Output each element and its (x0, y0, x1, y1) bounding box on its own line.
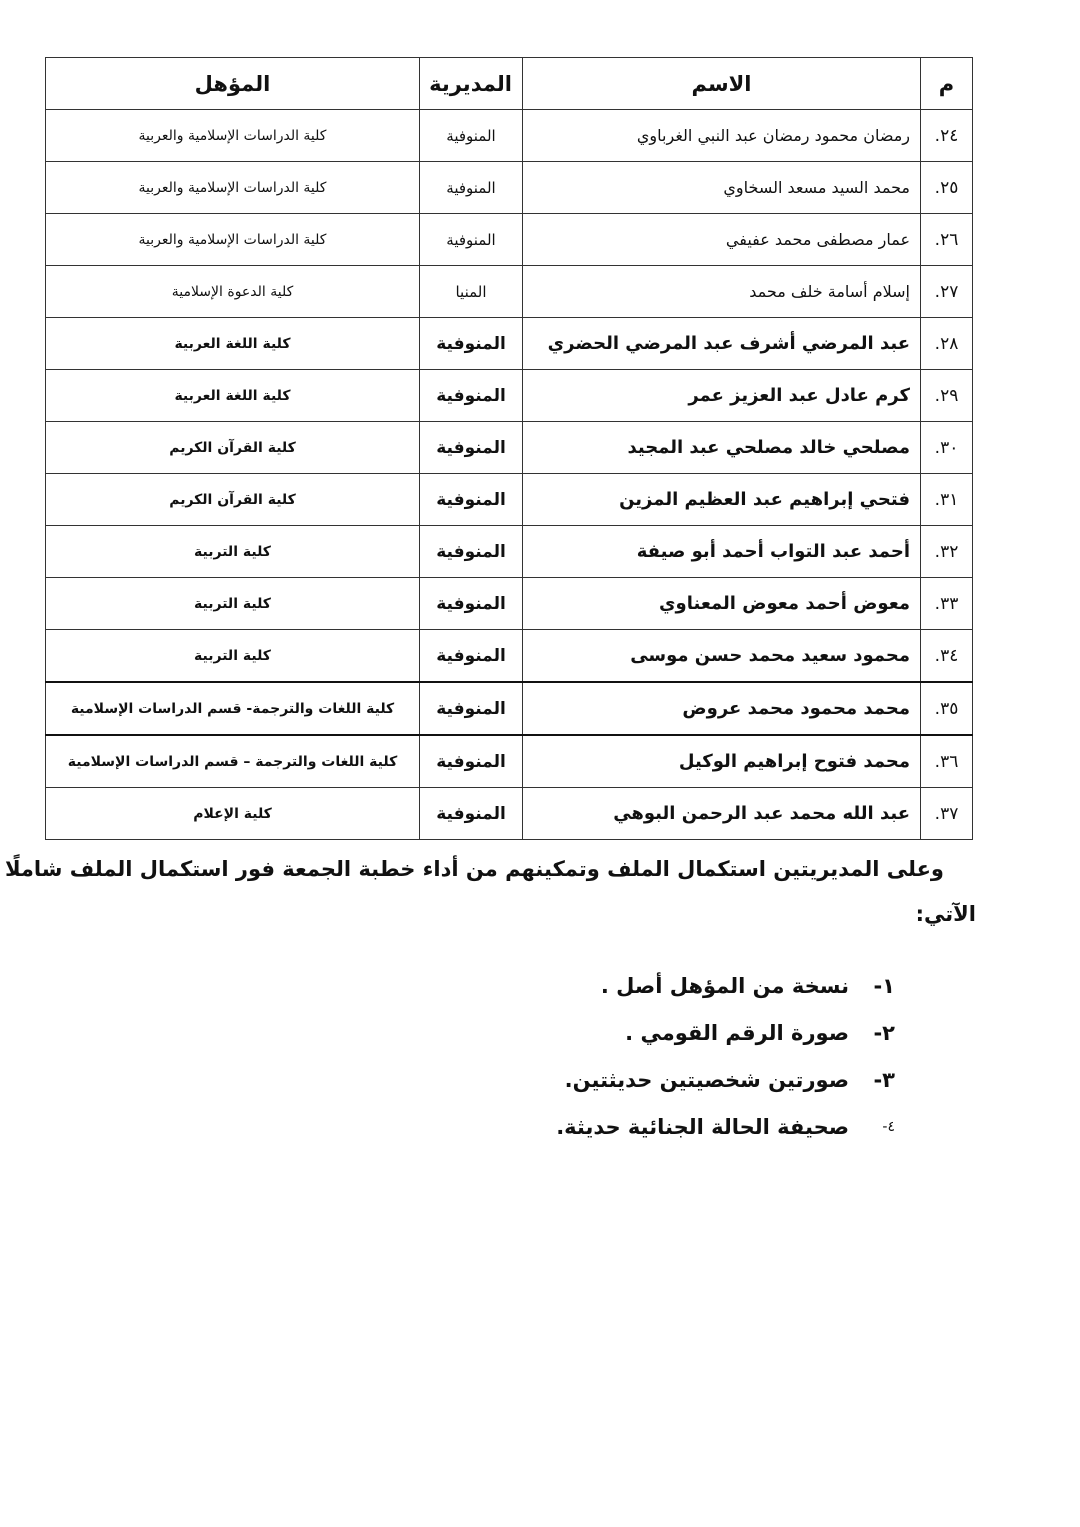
instruction-paragraph-line-1: وعلى المديريتين استكمال الملف وتمكينهم من أداء خطبة الجمعة فور استكمال الملف شاملًا (4, 857, 944, 881)
row-qualification: كلية القرآن الكريم (46, 474, 420, 526)
table-header-row (46, 58, 973, 110)
list-item-marker: ١- (873, 973, 895, 998)
row-qualification: كلية الإعلام (46, 788, 420, 840)
row-number: ٢٤. (921, 110, 973, 162)
row-directorate: المنوفية (420, 110, 523, 162)
header-name: الاسم (523, 58, 921, 110)
list-item-text: صورتين شخصيتين حديثتين. (564, 1067, 849, 1092)
list-item (295, 962, 895, 1009)
row-number: ٢٥. (921, 162, 973, 214)
row-qualification: كلية التربية (46, 630, 420, 683)
row-qualification: كلية اللغات والترجمة – قسم الدراسات الإسلامية (46, 735, 420, 788)
row-directorate: المنوفية (420, 370, 523, 422)
table-row (46, 578, 973, 630)
row-name: فتحي إبراهيم عبد العظيم المزين (523, 474, 921, 526)
row-number: ٣٥. (921, 682, 973, 735)
list-item (295, 1056, 895, 1103)
row-name: محمد محمود محمد عروض (523, 682, 921, 735)
row-directorate: المنوفية (420, 578, 523, 630)
list-item (295, 1009, 895, 1056)
table-row (46, 788, 973, 840)
table-row (46, 318, 973, 370)
row-number: ٣٣. (921, 578, 973, 630)
header-number: م (921, 58, 973, 110)
list-item-marker: ٣- (873, 1067, 895, 1092)
row-number: ٢٩. (921, 370, 973, 422)
table-row (46, 422, 973, 474)
row-name: رمضان محمود رمضان عبد النبي الغرباوي (523, 110, 921, 162)
row-directorate: المنوفية (420, 162, 523, 214)
instruction-paragraph-line-2: الآتي: (915, 902, 976, 926)
row-qualification: كلية الدعوة الإسلامية (46, 266, 420, 318)
row-name: عبد المرضي أشرف عبد المرضي الحضري (523, 318, 921, 370)
row-name: محمد فتوح إبراهيم الوكيل (523, 735, 921, 788)
row-directorate: المنيا (420, 266, 523, 318)
row-qualification: كلية الدراسات الإسلامية والعربية (46, 162, 420, 214)
row-directorate: المنوفية (420, 318, 523, 370)
row-number: ٣٤. (921, 630, 973, 683)
table-row (46, 630, 973, 683)
row-directorate: المنوفية (420, 526, 523, 578)
table-row (46, 162, 973, 214)
row-qualification: كلية التربية (46, 526, 420, 578)
row-name: أحمد عبد التواب أحمد أبو صيفة (523, 526, 921, 578)
table-row (46, 474, 973, 526)
table-row (46, 735, 973, 788)
row-directorate: المنوفية (420, 735, 523, 788)
row-number: ٣٦. (921, 735, 973, 788)
row-name: محمود سعيد محمد حسن موسى (523, 630, 921, 683)
row-qualification: كلية القرآن الكريم (46, 422, 420, 474)
requirements-list (295, 962, 895, 1150)
table-row (46, 370, 973, 422)
row-directorate: المنوفية (420, 682, 523, 735)
row-number: ٣٠. (921, 422, 973, 474)
header-directorate: المديرية (420, 58, 523, 110)
row-number: ٣٧. (921, 788, 973, 840)
row-qualification: كلية اللغات والترجمة- قسم الدراسات الإسلامية (46, 682, 420, 735)
row-number: ٢٨. (921, 318, 973, 370)
candidates-table (45, 57, 973, 840)
table-row (46, 682, 973, 735)
header-qualification: المؤهل (46, 58, 420, 110)
list-item-marker: ٢- (873, 1020, 895, 1045)
row-directorate: المنوفية (420, 474, 523, 526)
row-name: عمار مصطفى محمد عفيفي (523, 214, 921, 266)
row-name: مصلحي خالد مصلحي عبد المجيد (523, 422, 921, 474)
row-name: عبد الله محمد عبد الرحمن البوهي (523, 788, 921, 840)
list-item-marker: ٤- (882, 1118, 895, 1135)
list-item (295, 1103, 895, 1150)
row-number: ٣١. (921, 474, 973, 526)
row-directorate: المنوفية (420, 788, 523, 840)
row-number: ٢٦. (921, 214, 973, 266)
row-directorate: المنوفية (420, 630, 523, 683)
row-qualification: كلية التربية (46, 578, 420, 630)
row-name: محمد السيد مسعد السخاوي (523, 162, 921, 214)
row-name: كرم عادل عبد العزيز عمر (523, 370, 921, 422)
row-qualification: كلية الدراسات الإسلامية والعربية (46, 214, 420, 266)
row-directorate: المنوفية (420, 422, 523, 474)
list-item-text: صحيفة الحالة الجنائية حديثة. (556, 1114, 849, 1139)
row-name: إسلام أسامة خلف محمد (523, 266, 921, 318)
row-qualification: كلية الدراسات الإسلامية والعربية (46, 110, 420, 162)
row-directorate: المنوفية (420, 214, 523, 266)
row-qualification: كلية اللغة العربية (46, 318, 420, 370)
row-number: ٣٢. (921, 526, 973, 578)
table-row (46, 110, 973, 162)
list-item-text: صورة الرقم القومي . (625, 1020, 849, 1045)
list-item-text: نسخة من المؤهل أصل . (600, 973, 849, 998)
table-row (46, 266, 973, 318)
table-row (46, 214, 973, 266)
row-qualification: كلية اللغة العربية (46, 370, 420, 422)
row-name: معوض أحمد معوض المعناوي (523, 578, 921, 630)
table-row (46, 526, 973, 578)
row-number: ٢٧. (921, 266, 973, 318)
